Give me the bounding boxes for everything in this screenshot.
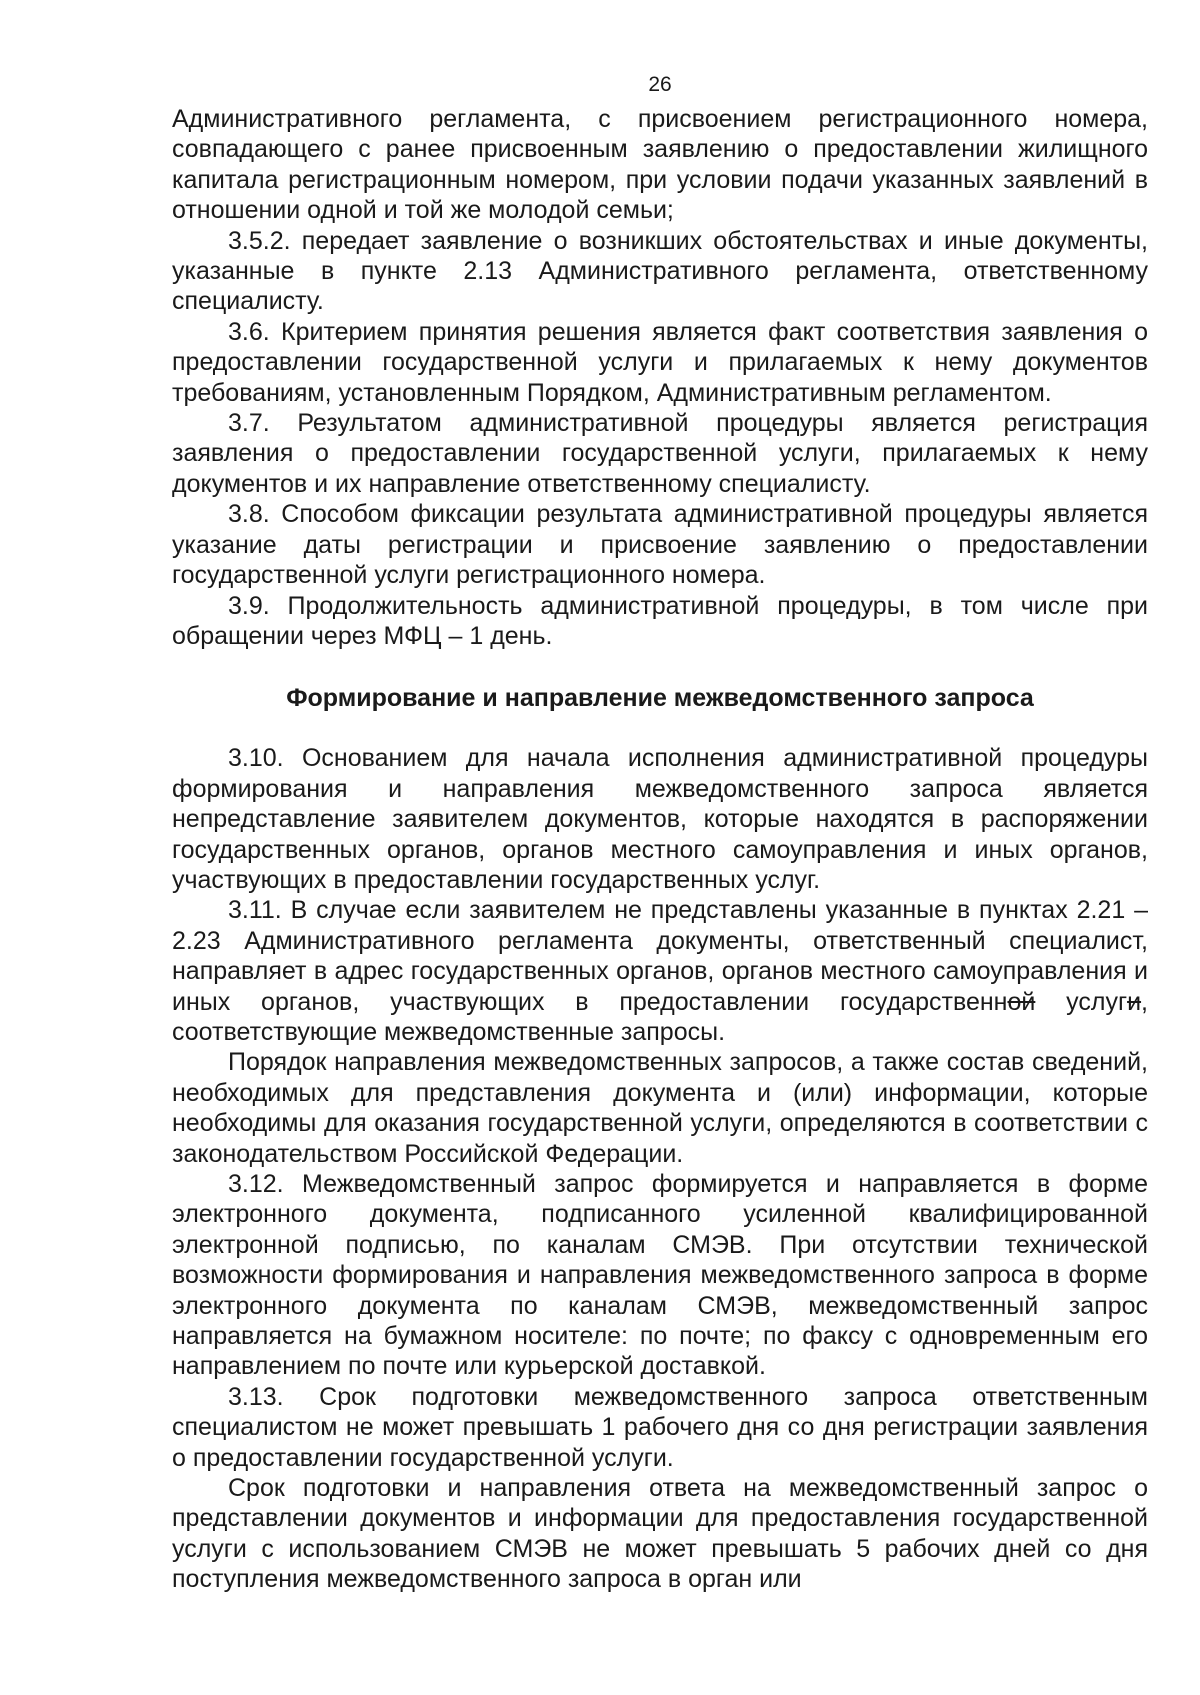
paragraph-request-order: Порядок направления межведомственных запросов, а также состав сведений, необходимых для представления документа и (или) информации, которые необходимы для оказания государственной услуги, определяются в соответствии с законодательством Российской Федерации.: [172, 1048, 1148, 1168]
paragraph-continuation: Административного регламента, с присвоением регистрационного номера, совпадающего с ранее присвоенным заявлению о предоставлении жилищного капитала регистрационным номером, при условии подачи указанных заявлений в отношении одной и той же молодой семьи;: [172, 105, 1148, 225]
paragraph-3-11-text: 3.11. В случае если заявителем не представлены указанные в пунктах 2.21 – 2.23 Административного регламента документы, ответственный специалист, направляет в адрес государственных органов, органов местного самоуправления и иных органов, участвующих в предоставлении государственн: [172, 896, 1148, 1016]
paragraph-3-8: 3.8. Способом фиксации результата административной процедуры является указание даты регистрации и присвоение заявлению о предоставлении государственной услуги регистрационного номера.: [172, 500, 1148, 590]
paragraph-3-5-2: 3.5.2. передает заявление о возникших обстоятельствах и иные документы, указанные в пункте 2.13 Административного регламента, ответственному специалисту.: [172, 226, 1148, 316]
paragraph-3-12: 3.12. Межведомственный запрос формируется и направляется в форме электронного документа, подписанного усиленной квалифицированной электронной подписью, по каналам СМЭВ. При отсутствии технической возможности формирования и направления межведомственного запроса в форме электронного документа по каналам СМЭВ, межведомственный запрос направляется на бумажном носителе: по почте; по факсу с одновременным его направлением по почте или курьерской доставкой.: [172, 1170, 1148, 1381]
section-heading: Формирование и направление межведомственного запроса: [286, 684, 1034, 713]
page-number: 26: [648, 73, 672, 96]
paragraph-response-deadline: Срок подготовки и направления ответа на межведомственный запрос о представлении документов и информации для предоставления государственной услуги с использованием СМЭВ не может превышать 5 рабочих дней со дня поступления межведомственного запроса в орган или: [172, 1474, 1148, 1594]
paragraph-3-6: 3.6. Критерием принятия решения является факт соответствия заявления о предоставлении государственной услуги и прилагаемых к нему документов требованиям, установленным Порядком, Административным регламентом.: [172, 317, 1148, 407]
paragraph-3-11-text: , соответствующие межведомственные запросы.: [172, 987, 1148, 1046]
paragraph-3-10: 3.10. Основанием для начала исполнения административной процедуры формирования и направления межведомственного запроса является непредставление заявителем документов, которые находятся в распоряжении государственных органов, органов местного самоуправления и иных органов, участвующих в предоставлении государственных услуг.: [172, 744, 1148, 894]
paragraph-3-7: 3.7. Результатом административной процедуры является регистрация заявления о предоставлении государственной услуги, прилагаемых к нему документов и их направление ответственному специалисту.: [172, 409, 1148, 498]
document-page: [172, 70, 1148, 1595]
paragraph-3-9: 3.9. Продолжительность административной процедуры, в том числе при обращении через МФЦ – 1 день.: [172, 591, 1148, 650]
paragraph-3-11-text: услуг: [1035, 987, 1128, 1016]
paragraph-3-11: [172, 895, 1148, 1047]
struck-text: ой: [1007, 987, 1036, 1016]
struck-text: и: [1127, 987, 1142, 1016]
paragraph-3-13: 3.13. Срок подготовки межведомственного запроса ответственным специалистом не может превышать 1 рабочего дня со дня регистрации заявления о предоставлении государственной услуги.: [172, 1382, 1148, 1472]
